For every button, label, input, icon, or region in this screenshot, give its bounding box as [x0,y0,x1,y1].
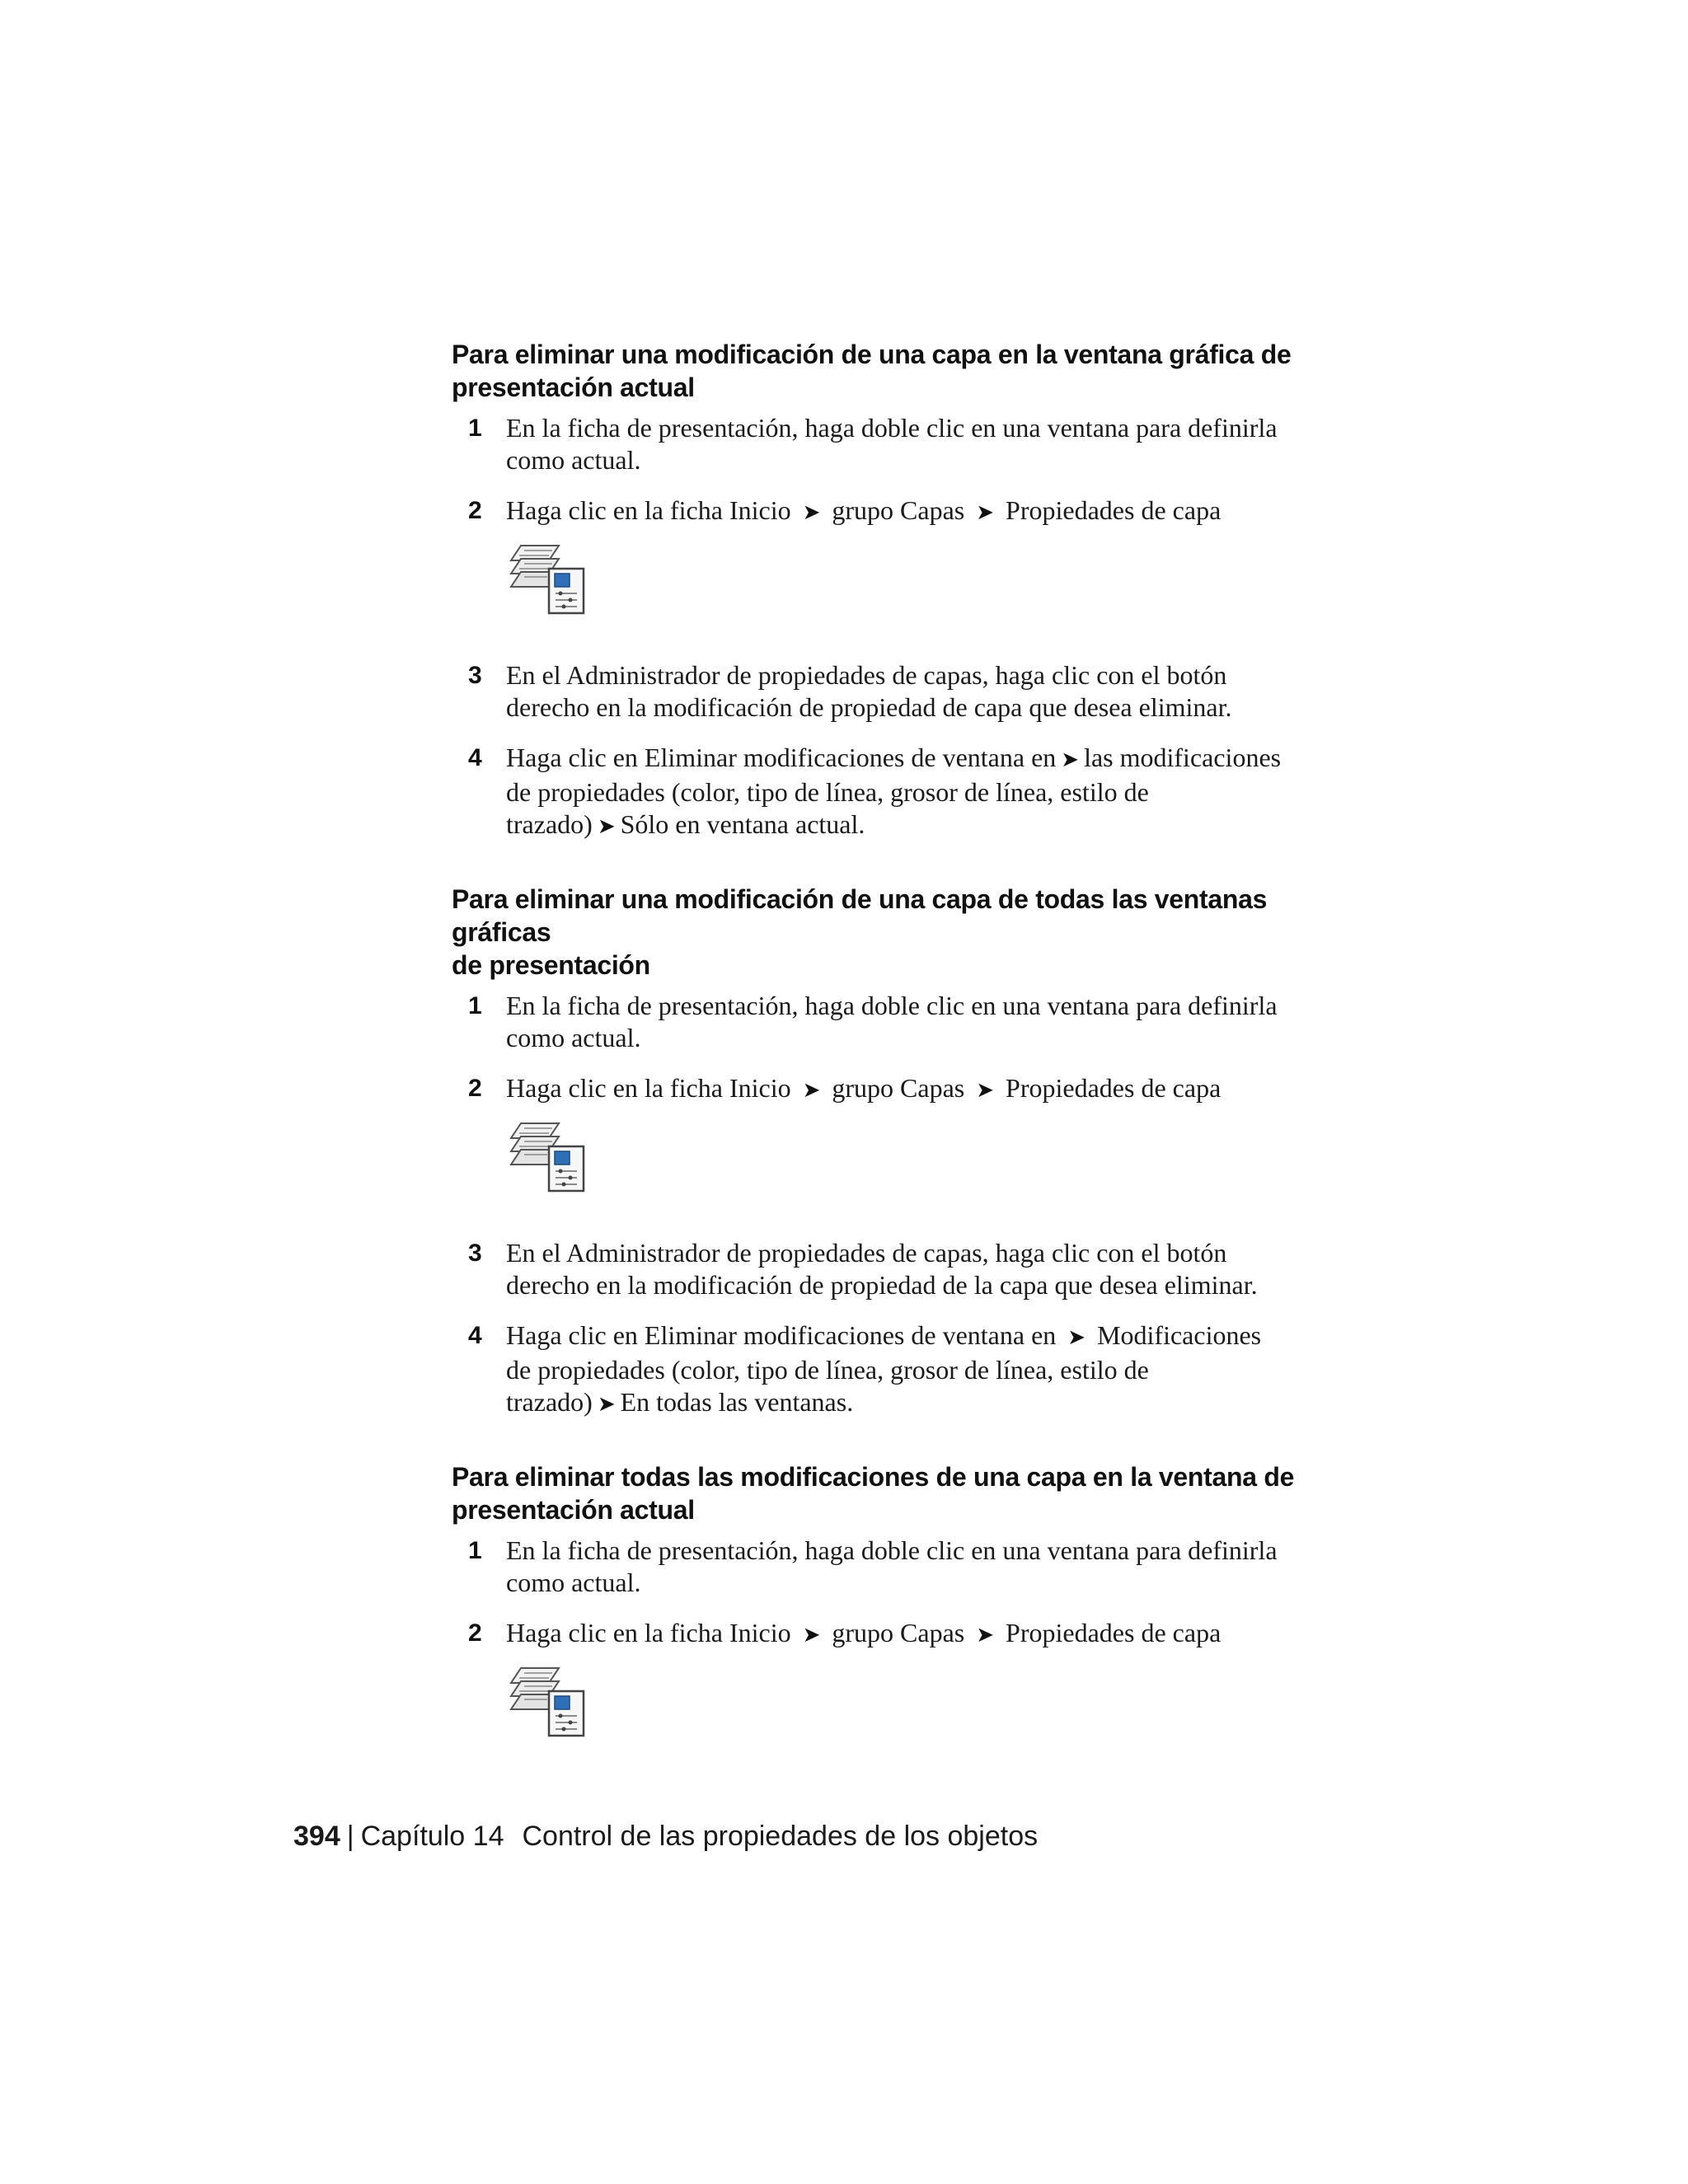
step-item [468,990,1342,1054]
step-list [452,1535,1342,1764]
step-item [468,1319,1342,1421]
arrow-right-icon: ➤ [802,1078,821,1103]
arrow-right-icon: ➤ [597,814,616,839]
step-text: En la ficha de presentación, haga doble clic en una ventana para definirla como actual. [506,413,1278,475]
step-number: 3 [468,662,482,689]
step-item [468,412,1342,476]
section-heading: Para eliminar una modificación de una capa de todas las ventanas gráficas de presentación [452,884,1268,980]
step-item [468,494,1342,641]
layer-properties-icon [506,1115,588,1194]
page-footer [293,1818,1038,1854]
arrow-right-icon: ➤ [1067,1325,1086,1350]
step-text: Haga clic en Eliminar modificaciones de ventana en ➤ Modificaciones de propiedades (color, tipo de línea, grosor de línea, estilo de trazado) ➤ En todas las ventanas. [506,1319,1330,1421]
step-item [468,659,1342,724]
section-heading: Para eliminar todas las modificaciones de una capa en la ventana de presentación actual [452,1462,1295,1525]
step-item [468,1535,1342,1599]
step-item [468,1237,1342,1301]
step-number: 2 [468,1619,482,1647]
arrow-right-icon: ➤ [976,1078,995,1103]
step-text: Haga clic en la ficha Inicio ➤ grupo Capas ➤ Propiedades de capa [506,1072,1330,1107]
arrow-right-icon: ➤ [976,500,995,525]
arrow-right-icon: ➤ [976,1623,995,1647]
step-text: En la ficha de presentación, haga doble clic en una ventana para definirla como actual. [506,991,1278,1052]
section-remove-all-overrides-current [452,1460,1342,1764]
arrow-right-icon: ➤ [802,1623,821,1647]
step-number: 3 [468,1240,482,1267]
step-text: En el Administrador de propiedades de capas, haga clic con el botón derecho en la modificación de propiedad de capa que desea eliminar. [506,660,1232,722]
document-content [452,338,1342,1803]
chapter-title: Control de las propiedades de los objetos [522,1821,1039,1852]
step-number: 1 [468,992,482,1019]
section-remove-override-current [452,338,1342,843]
step-text: Haga clic en Eliminar modificaciones de ventana en ➤ las modificaciones de propiedades (color, tipo de línea, grosor de línea, estilo de trazado) ➤ Sólo en ventana actual. [506,742,1330,843]
section-remove-override-all [452,883,1342,1421]
step-number: 2 [468,497,482,524]
layer-properties-icon [506,537,588,616]
step-number: 2 [468,1075,482,1102]
page-number: 394 [293,1821,340,1852]
step-item [468,742,1342,843]
arrow-right-icon: ➤ [1061,748,1080,772]
footer-separator: | [346,1821,354,1852]
step-number: 1 [468,415,482,442]
step-text: Haga clic en la ficha Inicio ➤ grupo Capas ➤ Propiedades de capa [506,1617,1330,1652]
step-list [452,990,1342,1421]
section-heading: Para eliminar una modificación de una capa en la ventana gráfica de presentación actual [452,340,1292,402]
arrow-right-icon: ➤ [802,500,821,525]
step-text: En el Administrador de propiedades de capas, haga clic con el botón derecho en la modificación de propiedad de la capa que desea eliminar. [506,1238,1258,1300]
step-list [452,412,1342,843]
step-text: Haga clic en la ficha Inicio ➤ grupo Capas ➤ Propiedades de capa [506,494,1330,529]
step-number: 4 [468,1322,482,1349]
step-number: 1 [468,1537,482,1564]
step-item [468,1072,1342,1219]
chapter-label: Capítulo 14 [360,1821,504,1852]
step-item [468,1617,1342,1764]
arrow-right-icon: ➤ [597,1392,616,1417]
layer-properties-icon [506,1660,588,1739]
step-text: En la ficha de presentación, haga doble clic en una ventana para definirla como actual. [506,1535,1278,1597]
step-number: 4 [468,744,482,771]
